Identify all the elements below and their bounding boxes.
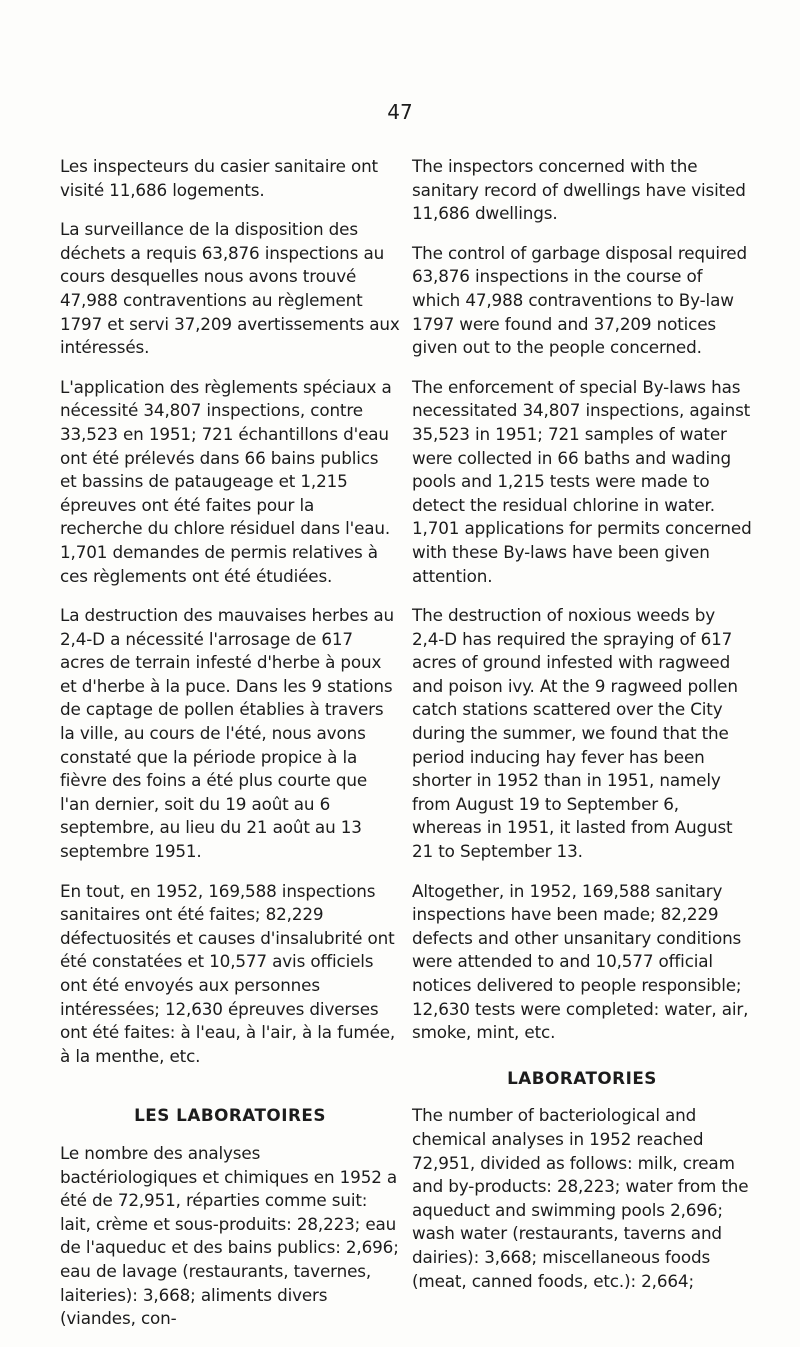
en-paragraph-6: The number of bacteriological and chemical analyses in 1952 reached 72,951, divided as follows: milk, cream and by-products: 28,223; water from the aqueduct and swimming pools 2,696; wash water (restaurants, taverns and dairies): 3,668; miscellaneous foods (meat, canned foods, etc.): 2,664; bbox=[412, 1105, 749, 1291]
fr-paragraph-3: L'application des règlements spéciaux a nécessité 34,807 inspections, contre 33,523 en 1951; 721 échantillons d'eau ont été prélevés dans 66 bains publics et bassins de pataugeage et 1,215 épreuves ont été faites pour la recherche du chlore résiduel dans l'eau. 1,701 demandes de permis relatives à ces règlements ont été étudiées. bbox=[60, 376, 392, 586]
en-paragraph-4: The destruction of noxious weeds by 2,4-D has required the spraying of 617 acres of ground infested with ragweed and poison ivy. At the 9 ragweed pollen catch stations scattered over the City during the summer, we found that the period inducing hay fever has been shorter in 1952 than in 1951, namely from August 19 to September 6, whereas in 1951, it lasted from August 21 to September 13. bbox=[412, 605, 738, 862]
page-number: 47 bbox=[387, 100, 413, 124]
en-paragraph-3: The enforcement of special By-laws has necessitated 34,807 inspections, against 35,523 in 1951; 721 samples of water were collected in 66 baths and wading pools and 1,215 tests were made to detect the residual chlorine in water. 1,701 applications for permits concerned with these By-laws have been given attention. bbox=[412, 376, 752, 586]
french-column bbox=[60, 155, 400, 1347]
fr-paragraph-2: La surveillance de la disposition des déchets a requis 63,876 inspections au cours desquelles nous avons trouvé 47,988 contraventions au règlement 1797 et servi 37,209 avertissements aux intéressés. bbox=[60, 219, 400, 358]
fr-paragraph-1: Les inspecteurs du casier sanitaire ont visité 11,686 logements. bbox=[60, 156, 378, 200]
en-paragraph-5: Altogether, in 1952, 169,588 sanitary inspections have been made; 82,229 defects and other unsanitary conditions were attended to and 10,577 official notices delivered to people responsible; 12,630 tests were completed: water, air, smoke, mint, etc. bbox=[412, 880, 749, 1043]
fr-paragraph-5: En tout, en 1952, 169,588 inspections sanitaires ont été faites; 82,229 défectuosités et causes d'insalubrité ont été constatées et 10,577 avis officiels ont été envoyés aux personnes intéressées; 12,630 épreuves diverses ont été faites: à l'eau, à l'air, à la fumée, à la menthe, etc. bbox=[60, 880, 396, 1066]
fr-paragraph-4: La destruction des mauvaises herbes au 2,4-D a nécessité l'arrosage de 617 acres de terrain infesté d'herbe à poux et d'herbe à la puce. Dans les 9 stations de captage de pollen établies à travers la ville, au cours de l'été, nous avons constaté que la période propice à la fièvre des foins a été plus courte que l'an dernier, soit du 19 août au 6 septembre, au lieu du 21 août au 13 septembre 1951. bbox=[60, 605, 394, 862]
fr-section-heading: LES LABORATOIRES bbox=[134, 1105, 326, 1126]
fr-paragraph-6: Le nombre des analyses bactériologiques et chimiques en 1952 a été de 72,951, réparties comme suit: lait, crème et sous-produits: 28,223; eau de l'aqueduc et des bains publics: 2,696; eau de lavage (restaurants, tavernes, laiteries): 3,668; aliments divers (viandes, con- bbox=[60, 1142, 399, 1329]
english-column bbox=[412, 155, 752, 1309]
en-paragraph-2: The control of garbage disposal required 63,876 inspections in the course of which 47,988 contraventions to By-law 1797 were found and 37,209 notices given out to the people concerned. bbox=[412, 242, 747, 358]
en-paragraph-1: The inspectors concerned with the sanitary record of dwellings have visited 11,686 dwellings. bbox=[412, 156, 746, 224]
en-section-heading: LABORATORIES bbox=[507, 1067, 657, 1088]
